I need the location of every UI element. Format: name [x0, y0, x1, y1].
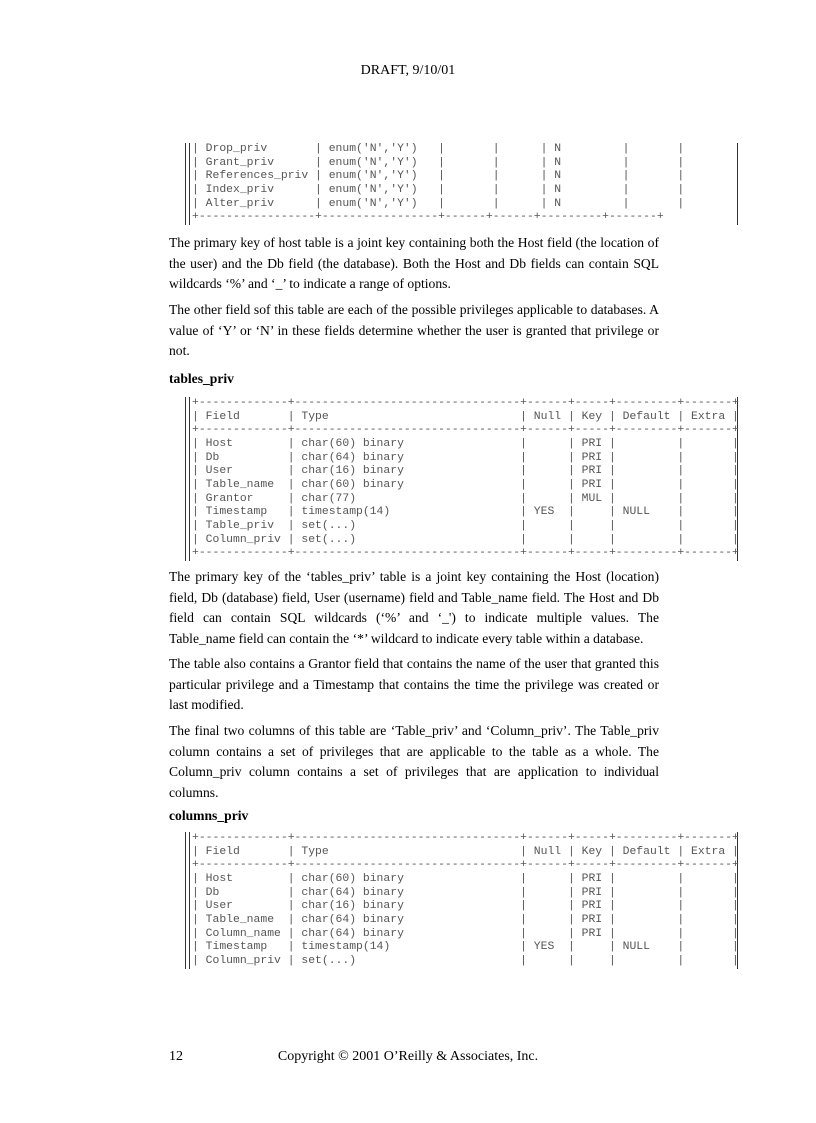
host-table-tail-block [185, 143, 738, 225]
heading-tables-priv: tables_priv [169, 371, 234, 386]
heading-columns-priv: columns_priv [169, 808, 249, 823]
paragraph-host-primary-key: The primary key of host table is a joint key containing both the Host field (the location of the user) and the Db field (the database). Both the Host and Db fields can contain SQL wildcards ‘%’ and ‘_’ to indicate a range of options. [169, 235, 659, 291]
paragraph-host-other-fields: The other field sof this table are each of the possible privileges applicable to databases. A value of ‘Y’ or ‘N’ in these fields determine whether the user is granted that privilege or not. [169, 302, 659, 358]
page-header: DRAFT, 9/10/01 [360, 63, 456, 78]
page-number: 12 [169, 1049, 183, 1064]
host-table-tail: | Drop_priv | enum('N','Y') | | | N | | | Grant_priv | enum('N','Y') | | | N | | | References_priv | enum('N','Y') | | | N | | | Index_priv | enum('N','Y') | | | N | | | Alter_priv | enum('N','Y') | | | N | | +-----------------+-----------------+------+------+---------+-------+ [189, 143, 737, 225]
paragraph-tables-primary-key: The primary key of the ‘tables_priv’ table is a joint key containing the Host (location) field, Db (database) field, User (username) field and Table_name field. The Host and Db field can contain SQL wildcards (‘%’ and ‘_') to indicate multiple values. The Table_name field can contain the ‘*’ wildcard to indicate every table within a database. [169, 569, 659, 646]
tables-priv-table-block [185, 397, 738, 561]
paragraph-tables-final-columns: The final two columns of this table are ‘Table_priv’ and ‘Column_priv’. The Table_priv column contains a set of privileges that are applicable to the table as a whole. The Column_priv column contains a set of privileges that are application to individual columns. [169, 723, 659, 800]
columns-priv-table-block [185, 832, 738, 969]
tables-priv-table: +-------------+---------------------------------+------+-----+---------+-------+ | Field | Type | Null | Key | Default | Extra | +-------------+---------------------------------+------+-----+---------+-------+ | Host | char(60) binary | | PRI | | | | Db | char(64) binary | | PRI | | | | User | char(16) binary | | PRI | | | | Table_name | char(60) binary | | PRI | | | | Grantor | char(77) | | MUL | | | | Timestamp | timestamp(14) | YES | | NULL | | | Table_priv | set(...) | | | | | | Column_priv | set(...) | | | | | +-------------+---------------------------------+------+-----+---------+-------+ [189, 397, 737, 561]
columns-priv-table: +-------------+---------------------------------+------+-----+---------+-------+ | Field | Type | Null | Key | Default | Extra | +-------------+---------------------------------+------+-----+---------+-------+ | Host | char(60) binary | | PRI | | | | Db | char(64) binary | | PRI | | | | User | char(16) binary | | PRI | | | | Table_name | char(64) binary | | PRI | | | | Column_name | char(64) binary | | PRI | | | | Timestamp | timestamp(14) | YES | | NULL | | | Column_priv | set(...) | | | | | [189, 832, 737, 969]
copyright-notice: Copyright © 2001 O’Reilly & Associates, Inc. [277, 1049, 539, 1064]
paragraph-tables-grantor: The table also contains a Grantor field that contains the name of the user that granted this particular privilege and a Timestamp that contains the time the privilege was created or last modified. [169, 656, 659, 712]
